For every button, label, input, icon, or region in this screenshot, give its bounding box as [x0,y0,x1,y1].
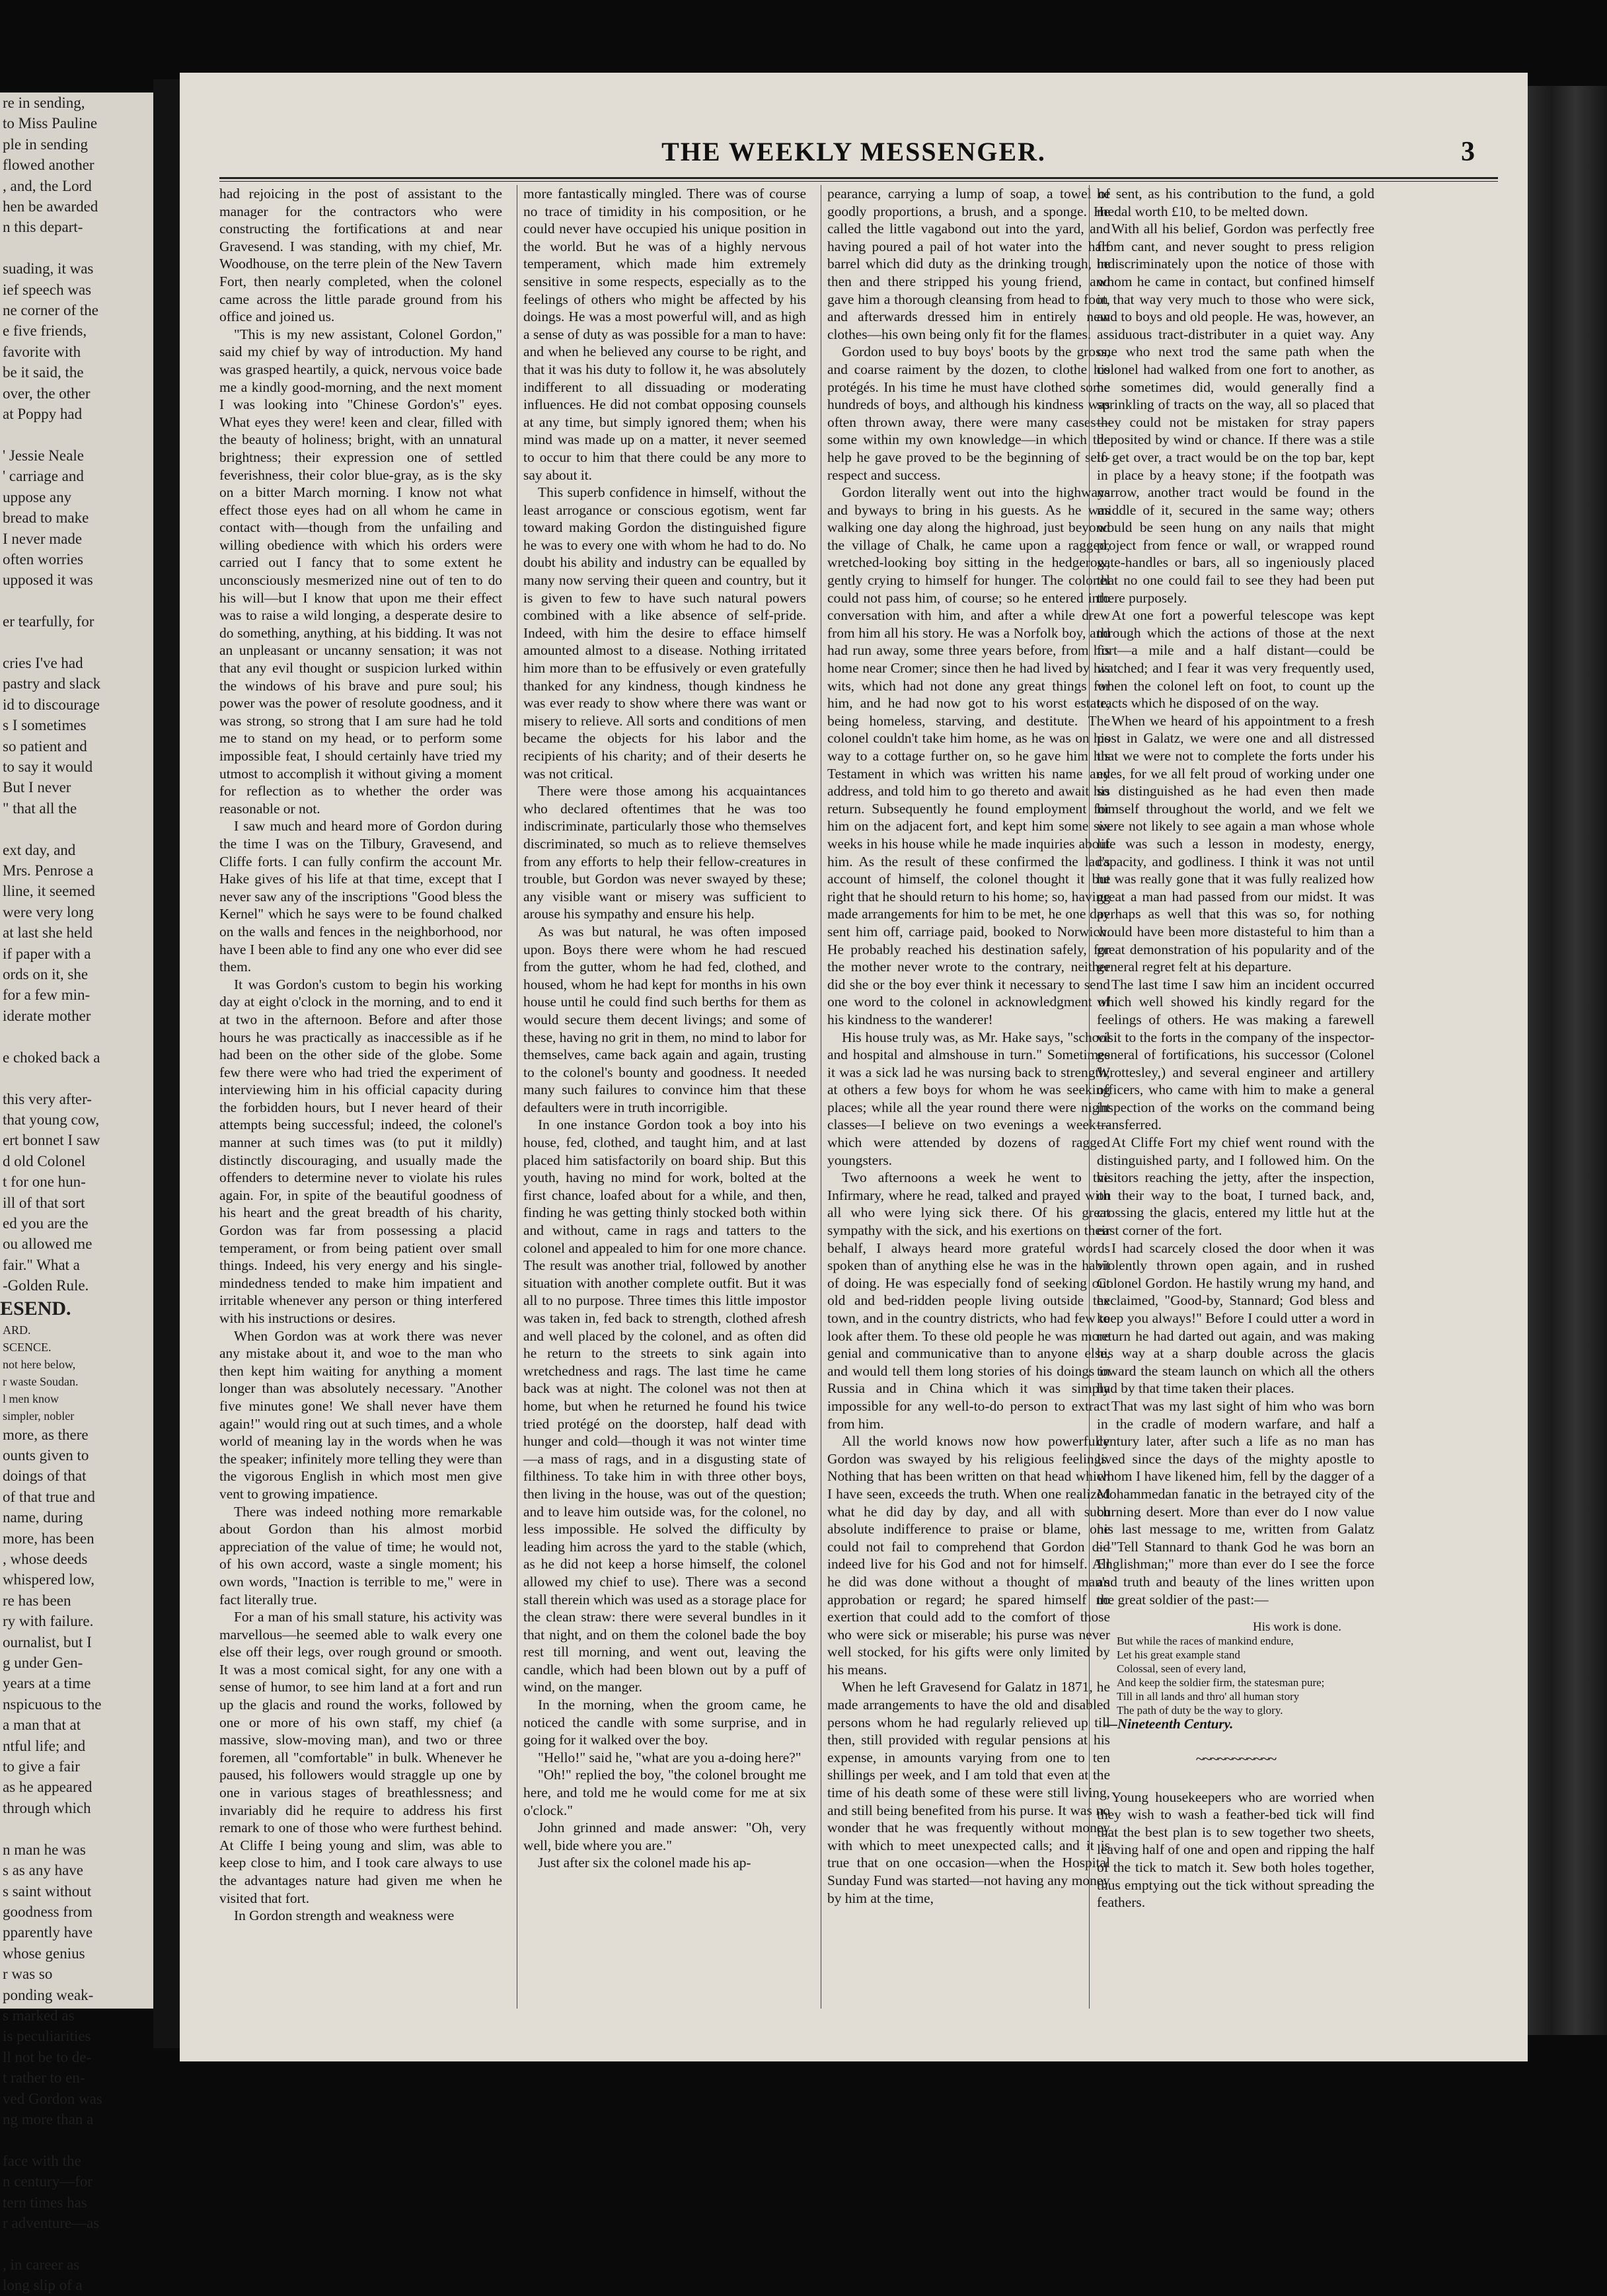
text-fragment: doings of that [3,1467,87,1485]
text-fragment: ' carriage and [3,468,84,485]
poem-lines [1097,1634,1374,1717]
text-fragment [0,2129,153,2150]
book-edge [1528,86,1607,2035]
text-fragment: pastry and slack [3,675,101,692]
article-paragraph: Gordon used to buy boys' boots by the gross, and coarse raiment by the dozen, to clothe his protégés. In his time he must have clothed some hundreds of boys, and although his kindness was often thrown away, there were many cases—some within my own knowledge—in which the help he gave proved to be the beginning of self-respect and success. [827,344,1110,483]
poem-line: But while the races of mankind endure, [1117,1635,1294,1648]
article-column-4 [1097,185,1374,2035]
text-fragment: ntful life; and [3,1737,86,1754]
text-fragment: d old Colonel [3,1152,86,1169]
text-fragment: not here below, [3,1357,76,1371]
text-fragment: ounts given to [3,1446,89,1463]
text-fragment: tern times has [3,2194,87,2211]
text-fragment: -Golden Rule. [3,1277,89,1294]
text-fragment: n this depart- [3,219,83,236]
text-fragment: whose genius [3,1944,85,1962]
text-fragment: often worries [3,550,83,568]
text-fragment: fair." What a [3,1256,80,1273]
article-paragraph: I had scarcely closed the door when it was violently thrown open again, and in rushed Colonel Gordon. He hastily wrung my hand, and exclaimed, "Good-by, Stannard; God bless and keep you always!" Before I could utter a word in return he had darted out again, and was making his way at a sharp double across the glacis toward the steam launch on which all the others had by that time taken their places. [1097,1240,1374,1397]
article-paragraph: For a man of his small stature, his activity was marvellous—he seemed able to walk every one else off their legs, over rough ground or smooth. It was a most comical sight, for any one with a sense of humor, to see him land at a fort and run up the glacis and round the works, followed by one or more of his own staff, my chief (a massive, slow-moving man), and two or three foremen, all "comfortable" in bulk. Whenever he paused, his followers would straggle up one by one in various stages of breathlessness; and invariably did he require to address his first remark to one of those who were furthest behind. At Cliffe I being young and slim, was able to keep close to him, and I took care always to use the advantages nature had given me when he visited that fort. [219,1609,502,1906]
article-paragraph: In one instance Gordon took a boy into his house, fed, clothed, and taught him, and at last placed him satisfactorily on board ship. But this youth, having no mind for work, bolted at the first chance, loafed about for a while, and then, finding he was getting thinly stocked both within and without, came in rags and tatters to the colonel and appealed to him for one more chance. The result was another trial, followed by another situation with another complete outfit. But it was all to no purpose. Three times this little impostor was taken in, fed back to strength, clothed afresh and well placed by the colonel, and as often did he return to the streets to sink again into wretchedness and rags. The last time he came back was at night. The colonel was not then at home, but when he returned he found his twice tried protégé on the doorstep, half dead with hunger and cold—though it was not winter time—a mass of rags, and in a disgusting state of filthiness. To take him in with three other boys, then living in the house, was out of the question; and to leave him outside was, for the colonel, no less impossible. He solved the difficulty by leading him across the yard to the stable (which, as he did not keep a horse himself, the colonel allowed my chief to use). There was a second stall therein which was used as a storage place for the clean straw: there were several bundles in it that night, and on them the colonel bade the boy rest till morning, and went out, leaving the candle, which had been blown out by a puff of wind, on the manger. [523,1117,806,1695]
text-fragment: ll not be to de- [3,2048,92,2065]
article-paragraph: There were those among his acquaintances who declared oftentimes that he was too indiscriminate, particularly those who themselves discriminated, so much as to relieve themselves from any efforts to help their fellow-creatures in trouble, but Gordon was never swayed by these; any visible want or misery was sufficient to arouse his sympathy and ensure his help. [523,783,806,922]
text-fragment [0,632,153,653]
text-fragment: r adventure—as [3,2215,100,2231]
text-fragment: is peculiarities [3,2028,91,2045]
text-fragment: be it said, the [3,364,84,381]
text-fragment: more, has been [3,1530,94,1547]
poem-line: The path of duty be the way to glory. [1117,1704,1283,1717]
article-paragraph: In Gordon strength and weakness were [234,1907,455,1924]
section-heading-fragment: SCENCE. [3,1340,52,1354]
text-fragment: as he appeared [3,1779,93,1796]
poem-block [1097,1620,1374,1731]
text-fragment: over, the other [3,385,91,402]
text-fragment: " that all the [3,799,77,817]
text-fragment: I never made [3,530,83,547]
text-fragment: ords on it, she [3,966,89,983]
text-fragment: e choked back a [3,1049,100,1066]
poem-line: Let his great example stand [1117,1648,1240,1662]
article-paragraph: In the morning, when the groom came, he noticed the candle with some surprise, and in going for it walked over the boy. [523,1697,806,1748]
text-fragment: whispered low, [3,1571,95,1588]
article-paragraph: All the world knows now how powerfully Gordon was swayed by his religious feelings. Nothing that has been written on that head which I have seen, exceeds the truth. When one realized what he did day by day, and all with such absolute indifference to praise or blame, one could not fail to comprehend that Gordon did indeed live for his God and not for himself. All he did was done without a thought of man's approbation or regard; he spared himself no exertion that could add to the comfort of those who were sick or miserable; his purse was never well stocked, for his gifts were only limited by his means. [827,1433,1110,1678]
text-fragment: ief speech was [3,281,92,298]
text-fragment [0,1026,153,1047]
text-fragment: bread to make [3,509,89,527]
text-fragment: ert bonnet I saw [3,1132,100,1149]
poem-line: And keep the soldier firm, the statesman pure; [1117,1676,1325,1689]
text-fragment: were very long [3,903,94,920]
text-fragment: at Poppy had [3,406,83,423]
text-fragment: suading, it was [3,260,94,278]
text-fragment: ng more than a [3,2110,94,2128]
article-column-2 [523,185,806,2035]
text-fragment: n century—for [3,2173,93,2190]
article-paragraph: That was my last sight of him who was born in the cradle of modern warfare, and half a century later, after such a life as no man has lived since the days of the mighty apostle to whom I have likened him, fell by the dagger of a Mohammedan fanatic in the betrayed city of the burning desert. More than ever do I now value his last message to me, written from Galatz—"Tell Stannard to thank God he was born an Englishman;" more than ever do I see the force and truth and beauty of the lines written upon the great soldier of the past:— [1097,1397,1374,1608]
text-fragment: if paper with a [3,945,91,962]
article-paragraph: At one fort a powerful telescope was kept through which the actions of those at the next fort—a mile and a half distant—could be watched; and I fear it was very frequently used, when the colonel left on foot, to count up the tracts which he disposed of on the way. [1097,607,1374,712]
text-fragment: ved Gordon was [3,2090,102,2107]
text-fragment [0,1818,153,1839]
article-column-3 [827,185,1110,2035]
text-fragment: long slip of a [3,2277,83,2294]
text-fragment: that young cow, [3,1111,100,1128]
text-fragment: re in sending, [3,94,85,111]
text-fragment: er tearfully, for [3,613,94,630]
section-heading-fragment: ESEND. [0,1297,71,1319]
article-paragraph: This superb confidence in himself, without the least arrogance or conscious egotism, went far toward making Gordon the distinguished figure he was to every one with whom he had to do. No doubt his ability and industry can be equalled by many now serving their queen and country, but it is given to few to have such natural powers combined with a like absence of self-pride. Indeed, with him the desire to efface himself amounted almost to a disease. Nothing irritated him more than to be effusively or even gratefully thanked for any kindness, though kindness he was ever ready to show where there was want or misery to relieve. All sorts and conditions of men became the objects for his labor and the recipients of his charity; and of their deserts he was not critical. [523,484,806,782]
article-paragraph: When he left Gravesend for Galatz in 1871, he made arrangements to have the old and disabled persons whom he had regularly relieved up till then, still provided with regular pensions at his expense, in amounts varying from one to ten shillings per week, and I am told that even at the time of his death some of these were still living, and still being benefited from his purse. It was no wonder that he was frequently without money with which to meet unexpected calls; and it is true that on one occasion—when the Hospital Sunday Fund was started—not having any money by him at the time, [827,1679,1110,1906]
text-fragment: favorite with [3,343,81,360]
poem-line: Till in all lands and thro' all human story [1117,1690,1300,1703]
article-paragraph: had rejoicing in the post of assistant to the manager for the contractors who were constructing the fortifications at and near Gravesend. I was standing, with my chief, Mr. Woodhouse, on the terre plein of the New Tavern Fort, then nearly completed, when the colonel came across the little parade ground from his office and joined us. [219,186,502,325]
text-fragment: lline, it seemed [3,883,95,900]
text-fragment: hen be awarded [3,198,98,215]
text-fragment: more, as there [3,1426,89,1443]
article-paragraph: I saw much and heard more of Gordon during the time I was on the Tilbury, Gravesend, and Cliffe forts. I can fully confirm the account Mr. Hake gives of his life at that time, except that I never saw any of the inscriptions "Good bless the Kernel" which he says were to be found chalked on the walls and fences in the neighborhood, nor have I been able to find any one who ever did see them. [219,818,502,975]
article-paragraph: At Cliffe Fort my chief went round with the distinguished party, and I followed him. On the visitors reaching the jetty, after the inspection, on their way to the boat, I turned back, and, crossing the glacis, entered my little hut at the east corner of the fort. [1097,1134,1374,1239]
article-paragraph: more fantastically mingled. There was of course no trace of timidity in his composition, or he could never have occupied his unique position in the world. But he was of a highly nervous temperament, which made him extremely sensitive in some respects, especially as to the feelings of others who might be affected by his doings. He was a most powerful will, and as high a sense of duty as was possible for a man to have: and when he believed any course to be right, and that it was his duty to follow it, he was absolutely indifferent to all dissuading or moderating influences. He did not combat opposing counsels at any time, but simply ignored them; when his mind was made up on a matter, it never seemed to occur to him that there could be any more to say about it. [523,186,806,483]
article-paragraph: "Oh!" replied the boy, "the colonel brought me here, and told me he would come for me at six o'clock." [523,1767,806,1818]
article-paragraph: he sent, as his contribution to the fund, a gold medal worth £10, to be melted down. [1097,186,1374,219]
article-paragraph: His house truly was, as Mr. Hake says, "school and hospital and almshouse in turn." Sometimes it was a sick lad he was nursing back to strength; at others a few boys for whom he was seeking places; while all the year round there were night classes—I believe on two evenings a week—which were attended by dozens of ragged youngsters. [827,1029,1110,1168]
text-fragment: so patient and [3,737,87,755]
text-fragment: n man he was [3,1841,86,1858]
text-fragment: , in career as [3,2256,80,2273]
masthead-title: THE WEEKLY MESSENGER. [661,137,1046,167]
text-fragment: for a few min- [3,986,91,1004]
text-fragment: ple in sending [3,135,89,153]
text-fragment [0,591,153,611]
article-paragraph: When Gordon was at work there was never any mistake about it, and woe to the man who then kept him waiting for anything a moment longer than was absolutely necessary. "Another five minutes gone! We shall never have them again!" would ring out at such times, and a whole world of meaning lay in the words when he was the speaker; infinitely more telling they were than the vigorous English in which most men give vent to growing impatience. [219,1327,502,1502]
text-fragment: this very after- [3,1090,92,1107]
text-fragment: ry with failure. [3,1613,94,1630]
masthead-rule [219,177,1498,182]
poem-source: —Nineteenth Century. [1103,1716,1234,1732]
text-fragment: re has been [3,1592,71,1609]
text-fragment: e five friends, [3,322,87,340]
text-fragment: simpler, nobler [3,1409,75,1423]
text-fragment [0,425,153,445]
article-paragraph: pearance, carrying a lump of soap, a towel of goodly proportions, a brush, and a sponge. He called the little vagabond out into the yard, and having poured a pail of hot water into the half barrel which did duty as the drinking trough, he then and there stripped his young friend, and gave him a thorough cleansing from head to foot, and afterwards dressed him in entirely new clothes—his own being only fit for the flames. [827,186,1110,342]
masthead [180,136,1528,176]
text-fragment: ext day, and [3,841,76,858]
section-heading-fragment: ARD. [3,1323,31,1337]
text-fragment: l men know [3,1391,59,1405]
text-fragment: ponding weak- [3,1986,94,2003]
article-paragraph: "Hello!" said he, "what are you a-doing here?" [538,1749,802,1765]
text-fragment: ournalist, but I [3,1633,92,1650]
text-fragment: g under Gen- [3,1654,83,1672]
text-fragment: ne corner of the [3,302,98,319]
text-fragment: name, during [3,1509,83,1526]
section-ornament: ~~~~~~~~~~~ [1195,1751,1276,1769]
article-paragraph: As was but natural, he was often imposed upon. Boys there were whom he had rescued from the gutter, whom he had fed, clothed, and housed, whom he had kept for months in his own house until he could find such berths for them as would secure them decent livings; and some of these, having no grit in them, no mind to labor for themselves, came back again and again, trusting to the colonel's bounty and goodness. It needed many such failures to convince him that these defaulters were in truth incorrigible. [523,923,806,1115]
text-fragment: face with the [3,2152,81,2169]
text-fragment: s saint without [3,1882,92,1900]
article-paragraph: Two afternoons a week he went to the Infirmary, where he read, talked and prayed with all who were lying sick there. Of his great sympathy with the sick, and his exertions on their behalf, I always heard more grateful words spoken than of anything else he was in the habit of doing. He was especially fond of seeking out old and bed-ridden people living outside the town, and in the country districts, who had few to look after them. To these old people he was more genial and communicative than to anyone else, and would tell them long stories of his doings in Russia and in China which it was simply impossible for any well-to-do person to extract from him. [827,1169,1110,1432]
article-column-1 [219,185,502,2035]
article-paragraph: There was indeed nothing more remarkable about Gordon than his almost morbid appreciation of the value of time; he would not, of his own accord, waste a single moment; his own words, "Inaction is terrible to me," were in fact literally true. [219,1503,502,1608]
column-rule [1089,185,1090,2009]
text-fragment: r was so [3,1966,53,1983]
text-fragment: iderate mother [3,1007,91,1024]
text-fragment: , and, the Lord [3,177,92,194]
text-fragment: , whose deeds [3,1551,88,1567]
text-fragment: flowed another [3,157,94,174]
text-fragment: uppose any [3,488,72,505]
text-fragment: at last she held [3,924,93,942]
text-fragment: to say it would [3,759,93,775]
text-fragment: pparently have [3,1924,93,1941]
text-fragment [0,819,153,839]
text-fragment [0,2233,153,2254]
text-fragment: r waste Soudan. [3,1374,79,1388]
article-paragraph: Gordon literally went out into the highways and byways to bring in his guests. As he was walking one day along the highroad, just beyond the village of Chalk, he came upon a ragged, wretched-looking boy sitting in the hedgerow, gently crying to himself for hunger. The colonel could not pass him, of course; so he entered into conversation with him, and after a while drew from him all his story. He was a Norfolk boy, and had run away, some three years before, from his home near Cromer; since then he had lived by his wits, which had not done any great things for him, and he had now got to his worst estate, being homeless, starving, and destitute. The colonel couldn't take him home, as he was on his way to a cottage further on, so he gave him his Testament in which was written his name and address, and told him to go thereto and await his return. Subsequently he found employment for him on the adjacent fort, and kept him some six weeks in his house while he made inquiries about him. As the result of these confirmed the lad's account of himself, the colonel thought it but right that he should return to his home; so, having made arrangements for him to be met, he one day sent him off, carriage paid, booked to Norwich. He probably reached his destination safely, for the mother never wrote to the contrary, neither did she or the boy ever think it necessary to send one word to the colonel in acknowledgment of his kindness to the wanderer! [827,484,1110,1027]
text-fragment: s I sometimes [3,717,87,734]
housekeeping-note: Young housekeepers who are worried when they wish to wash a feather-bed tick will find that the best plan is to sew together two sheets, leaving half of one and open and ripping the half of the tick to match it. Sew both holes together, thus emptying out the tick without spreading the feathers. [1097,1789,1374,1911]
text-fragment: s marked as [3,2007,75,2024]
text-fragment: a man that at [3,1717,81,1734]
page-number: 3 [1461,137,1475,167]
poem-line: Colossal, seen of every land, [1117,1662,1246,1676]
text-fragment: But I never [3,779,71,796]
text-fragment: nspicuous to the [3,1695,102,1713]
page-gutter [153,79,180,2048]
newspaper-page [180,73,1528,2061]
article-paragraph: With all his belief, Gordon was perfectly free from cant, and never sought to press religion indiscriminately upon the notice of those with whom he came in contact, but confined himself in that way very much to those who were sick, and to boys and old people. He was, however, an assiduous tract-distributer in a quiet way. Any one who next trod the same path when the colonel had walked from one fort to another, as he sometimes did, would generally find a sprinkling of tracts on the way, all so placed that they could not be mistaken for stray papers deposited by wind or chance. If there was a stile to get over, a tract would be on the top bar, kept in place by a heavy stone; if the footpath was narrow, another tract would be found in the middle of it, secured in the same way; others would be seen hung on any nails that might project from fence or wall, or wrapped round gate-handles or bars, all so ingeniously placed that no one could fail to see they had been put there purposely. [1097,221,1374,606]
poem-heading: His work is done. [1252,1620,1341,1635]
text-fragment: years at a time [3,1675,91,1692]
article-paragraph: It was Gordon's custom to begin his working day at eight o'clock in the morning, and to end it at two in the afternoon. Before and after those hours he was practically as inaccessible as if he had been on the other side of the globe. Some few there were who had tried the experiment of interviewing him in his official capacity during the forbidden hours, but I never heard of their attempts being successful; indeed, the colonel's manner at such times was (to put it mildly) distinctly discouraging, and usually made the offenders to determine never to violate his rules again. For, in spite of the beautiful goodness of his heart and the great breadth of his charity, Gordon was far from possessing a placid temperament, or from being patient over small things. Indeed, his very energy and his single-mindedness tended to make him impatient and irritable whenever any person or thing interfered with his instructions or desires. [219,976,502,1326]
column-4-body [1097,185,1374,1608]
text-fragment: t rather to en- [3,2069,85,2087]
article-paragraph: "This is my new assistant, Colonel Gordon," said my chief by way of introduction. My hand was grasped heartily, a quick, nervous voice bade me a kindly good-morning, and the next moment I was looking into "Chinese Gordon's" eyes. What eyes they were! keen and clear, filled with the beauty of holiness; bright, with an unnatural brightness; their expression one of settled feverishness, their color blue-gray, as is the sky on a bitter March morning. I know not what effect those eyes had on all whom he came in contact with—though from the unfailing and willing obedience with which his orders were carried out I fancy that to some extent he unconsciously mesmerized nine out of ten to do his will—but I know that upon me their effect was to raise a wild longing, a desperate desire to do something, anything, at his bidding. It was not an unpleasant or uncanny sensation; it was not that any evil thought or suspicion lurked within the windows of his brave and pure soul; his power was the power of resolute goodness, and it was strong, so strong that I am sure had he told me to stand on my head, or to perform some impossible feat, I should certainly have tried my utmost to accomplish it without giving a moment for reflection as to whether the order was reasonable or not. [219,326,502,817]
text-fragment: ou allowed me [3,1236,93,1253]
text-fragment: ' Jessie Neale [3,447,84,464]
text-fragment [0,238,153,258]
text-fragment: cries I've had [3,654,83,671]
text-fragment: id to discourage [3,696,100,713]
text-fragment: through which [3,1799,91,1816]
text-fragment [0,1068,153,1088]
text-fragment: to give a fair [3,1758,80,1775]
text-fragment: ill of that sort [3,1194,85,1211]
text-fragment: of that true and [3,1488,95,1505]
article-paragraph: Just after six the colonel made his ap- [538,1855,751,1871]
adjacent-page-fragment [0,93,153,2294]
text-fragment: goodness from [3,1903,93,1920]
text-fragment: s as any have [3,1862,83,1879]
article-paragraph: The last time I saw him an incident occurred which well showed his kindly regard for the feelings of others. He was making a farewell visit to the forts in the company of the inspector-general of fortifications, his successor (Colonel Wrottesley,) and several engineer and artillery officers, who came with him to make a general inspection of the works on the command being transferred. [1097,976,1374,1133]
article-paragraph: When we heard of his appointment to a fresh post in Galatz, we were one and all distressed that we were not to complete the forts under his eyes, for we all felt proud of working under one so distinguished as he had even then made himself throughout the world, and we felt we were not likely to see again a man whose whole life was such a lesson in modesty, energy, capacity, and godliness. I think it was not until he was really gone that it was fully realized how great a man had passed from our midst. It was perhaps as well that this was so, for nothing would have been more distasteful to him than a great demonstration of his popularity and of the general regret felt at his departure. [1097,712,1374,975]
text-fragment: to Miss Pauline [3,115,98,132]
text-fragment: upposed it was [3,572,93,589]
text-fragment: t for one hun- [3,1173,86,1191]
text-fragment: ed you are the [3,1214,89,1232]
article-paragraph: John grinned and made answer: "Oh, very well, bide where you are." [523,1820,806,1853]
text-fragment: Mrs. Penrose a [3,862,94,879]
